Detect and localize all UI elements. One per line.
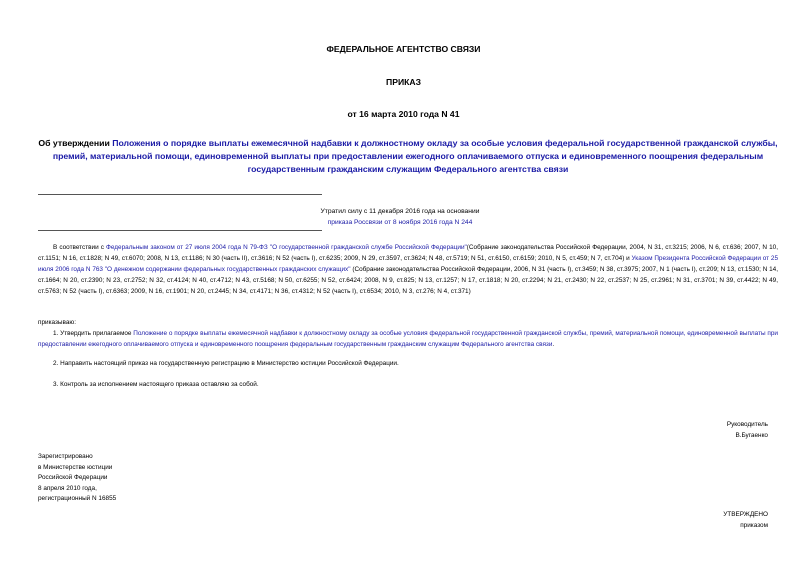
federal-law-link[interactable]: Федеральным законом от 27 июля 2004 года N 79-ФЗ "О государственной гражданской службе Российской Федерации" — [106, 244, 467, 251]
order-item-1 — [38, 328, 778, 350]
signature-title: Руководитель — [726, 421, 768, 428]
agency-name: ФЕДЕРАЛЬНОЕ АГЕНТСТВО СВЯЗИ — [326, 44, 481, 54]
approved-line-2: приказом — [740, 521, 768, 529]
doc-date: от 16 марта 2010 года N 41 — [347, 109, 460, 119]
preamble — [38, 242, 778, 297]
order-word: приказываю: — [38, 319, 76, 326]
item1-suffix: . — [552, 341, 555, 349]
subject-prefix: Об утверждении — [38, 138, 113, 148]
regulation-link[interactable]: Положение о порядке выплаты ежемесячной надбавки к должностному окладу за особые условия федеральной государственной гражданской службы, премий, материальной помощи, единовременной выплаты при предоставлении ежегодного оплачиваемого отпуска и единовременного поощрения федеральным государственным гражданским служащим Федерального агентства связи — [38, 330, 778, 349]
registration-line-4: 8 апреля 2010 года, — [38, 484, 97, 492]
order-item-3: 3. Контроль за исполнением настоящего приказа оставляю за собой. — [53, 381, 259, 388]
status-link[interactable]: приказа Россвязи от 8 ноября 2016 года N 244 — [327, 219, 473, 226]
order-item-2: 2. Направить настоящий приказ на государственную регистрацию в Министерство юстиции Российской Федерации. — [53, 360, 399, 367]
approved-block — [580, 510, 768, 531]
approved-line-1: УТВЕРЖДЕНО — [723, 511, 768, 518]
registration-line-1: Зарегистрировано — [38, 453, 93, 460]
divider-bottom — [38, 230, 322, 231]
preamble-text-1: В соответствии с — [53, 244, 107, 251]
registration-block — [38, 452, 116, 505]
registration-line-2: в Министерстве юстиции — [38, 463, 113, 471]
signature-name: В.Бугаенко — [735, 431, 768, 439]
divider-top — [38, 194, 322, 195]
doc-subject — [38, 137, 778, 176]
doc-type: ПРИКАЗ — [386, 77, 421, 87]
signature-block — [580, 420, 768, 441]
preamble-text-2: (Собрание законодательства Российской Федерации, 2004, N 31, ст.3215; 2006, N 6, ст.636; 2007, N 10, ст.1151; N 16, ст.1828; N 49, ст.6070; 2008, N 13, ст.1186; N 30 (часть II), ст.3616; N 52 (часть I), ст.6235; 2009, N 29, ст.3597, ст.3624; N 48, ст.5719; N 51, ст.6150, ст.6159; 2010, N 5, ст.459; N 7, ст.704) и — [38, 244, 778, 263]
registration-line-5: регистрационный N 16855 — [38, 495, 117, 502]
validity-status — [240, 206, 560, 228]
subject-link[interactable]: Положения о порядке выплаты ежемесячной надбавки к должностному окладу за особые условия федеральной государственной гражданской службы, премий, материальной помощи, единовременной выплаты при предоставлении ежегодного оплачиваемого отпуска и единовременного поощрения федеральным государственным гражданским служащим Федерального агентства связи — [52, 138, 778, 174]
item1-prefix: 1. Утвердить прилагаемое — [53, 330, 134, 337]
registration-line-3: Российской Федерации — [38, 474, 108, 481]
preamble-text-3: (Собрание законодательства Российской Федерации, 2006, N 31 (часть I), ст.3459; N 38, ст.3975; 2007, N 1 (часть I), ст.209; N 13, ст.1530; N 14, ст.1664; N 20, ст.2390; N 23, ст.2752; N 32, ст.4124; N 40, ст.4712; N 43, ст.5168; N 50, ст.6255; N 52, ст.6424; 2008, N 9, ст.825; N 13, ст.1257; N 17, ст.1818; N 20, ст.2294; N 21, ст.2430; N 22, ст.2537; N 25, ст.2961; N 31, ст.3701; N 39, ст.4422; N 49, ст.5763; N 52 (часть I), ст.6363; 2009, N 16, ст.1901; N 20, ст.2445; N 34, ст.4171; N 36, ст.4312; N 52 (часть I), ст.6534; 2010, N 3, ст.276; N 4, ст.371) — [38, 266, 778, 296]
status-text: Утратил силу с 11 декабря 2016 года на основании — [320, 208, 480, 215]
president-decree-link[interactable]: Указом Президента Российской Федерации от 25 июля 2006 года N 763 "О денежном содержании федеральных государственных гражданских служащих" — [38, 255, 778, 274]
